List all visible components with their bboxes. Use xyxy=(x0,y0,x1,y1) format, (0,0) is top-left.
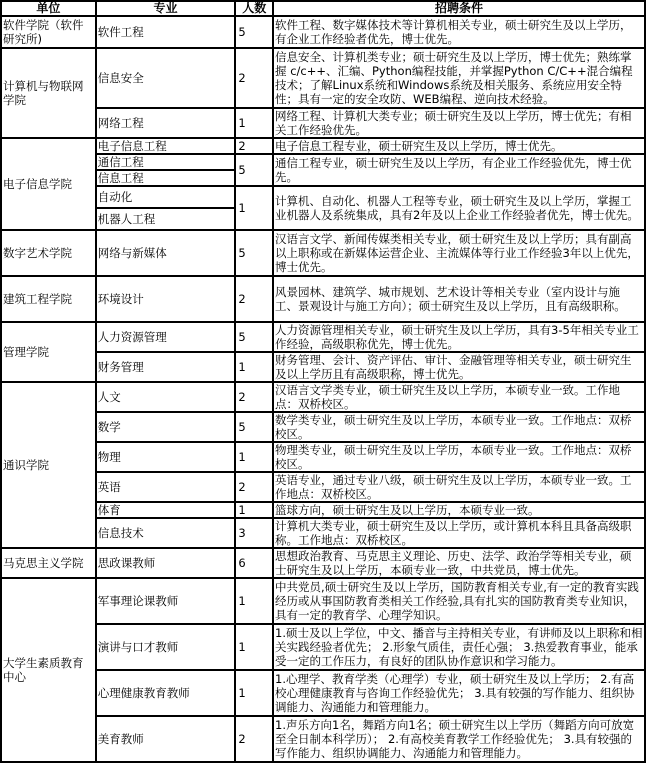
major-cell: 人力资源管理 xyxy=(96,322,236,352)
count-cell: 6 xyxy=(235,548,273,578)
count-cell: 2 xyxy=(235,472,273,502)
requirements-cell: 物理类专业，硕士研究生及以上学历，本硕专业一致。工作地点：双桥校区。 xyxy=(273,442,645,472)
table-row xyxy=(1,48,645,108)
major-cell: 电子信息工程 xyxy=(96,138,236,154)
count-cell: 2 xyxy=(235,276,273,322)
major-cell: 网络与新媒体 xyxy=(96,230,236,276)
header-requirements: 招聘条件 xyxy=(273,1,645,16)
requirements-cell: 1.心理学、教育学类（心理学）专业，硕士研究生及以上学历； 2.有高校心理健康教育与咨询工作经验优先； 3.具有较强的写作能力、组织协调能力、沟通能力和管理能力。 xyxy=(273,670,645,716)
count-cell: 1 xyxy=(235,578,273,624)
requirements-cell: 汉语言文学、新闻传媒类相关专业，硕士研究生及以上学历；具有副高以上职称或在新媒体运营企业、主流媒体等行业工作经验3年以上优先，博士优先。 xyxy=(273,230,645,276)
major-cell: 军事理论课教师 xyxy=(96,578,236,624)
count-cell: 2 xyxy=(235,48,273,108)
table-row xyxy=(1,624,645,670)
major-cell: 信息工程 xyxy=(96,170,236,186)
major-cell: 演讲与口才教师 xyxy=(96,624,236,670)
unit-cell: 电子信息学院 xyxy=(1,138,96,230)
major-cell: 自动化 xyxy=(96,186,236,208)
requirements-cell: 人力资源管理相关专业，硕士研究生及以上学历，具有3-5年相关专业工作经验，高级职称优先，博士优先。 xyxy=(273,322,645,352)
requirements-cell: 1.声乐方向1名，舞蹈方向1名；硕士研究生以上学历（舞蹈方向可放宽至全日制本科学历）； 2.有高校美育教学工作经验优先； 3.具有较强的写作能力、组织协调能力、沟通能力和管理能力。 xyxy=(273,716,645,762)
requirements-cell: 信息安全、计算机类专业；硕士研究生及以上学历，博士优先；熟练掌握 c/c++、汇编、Python编程技能，并掌握Python C/C++混合编程技术；了解Linux系统和Windows系统及相关服务、系统应用安全特性；具有一定的安全攻防、WEB编程、逆向技术经验。 xyxy=(273,48,645,108)
count-cell: 3 xyxy=(235,518,273,548)
major-cell: 通信工程 xyxy=(96,154,236,170)
table-row xyxy=(1,138,645,154)
count-cell: 1 xyxy=(235,352,273,382)
table-row xyxy=(1,442,645,472)
table-row xyxy=(1,352,645,382)
table-row xyxy=(1,186,645,208)
requirements-cell: 数学类专业，硕士研究生及以上学历，本硕专业一致。工作地点：双桥校区。 xyxy=(273,412,645,442)
unit-cell: 建筑工程学院 xyxy=(1,276,96,322)
requirements-cell: 电子信息工程专业，硕士研究生及以上学历，博士优先。 xyxy=(273,138,645,154)
major-cell: 环境设计 xyxy=(96,276,236,322)
requirements-cell: 汉语言文学类专业，硕士研究生及以上学历，本硕专业一致。工作地点：双桥校区。 xyxy=(273,382,645,412)
header-count: 人数 xyxy=(235,1,273,16)
count-cell: 1 xyxy=(235,670,273,716)
unit-cell: 计算机与物联网学院 xyxy=(1,48,96,138)
major-cell: 心理健康教育教师 xyxy=(96,670,236,716)
major-cell: 网络工程 xyxy=(96,108,236,138)
table-row xyxy=(1,716,645,762)
count-cell: 1 xyxy=(235,502,273,518)
requirements-cell: 中共党员,硕士研究生及以上学历，国防教育相关专业,有一定的教育实践经历或从事国防教育类相关工作经验,具有扎实的国防教育类专业知识，具有一定的教育学、心理学知识。 xyxy=(273,578,645,624)
table-row xyxy=(1,412,645,442)
unit-cell: 大学生素质教育中心 xyxy=(1,578,96,762)
count-cell: 5 xyxy=(235,154,273,186)
unit-cell: 软件学院（软件研究所) xyxy=(1,16,96,48)
requirements-cell: 思想政治教育、马克思主义理论、历史、法学、政治学等相关专业，硕士研究生及以上学历，本硕专业一致，中共党员，博士优先。 xyxy=(273,548,645,578)
major-cell: 人文 xyxy=(96,382,236,412)
major-cell: 思政课教师 xyxy=(96,548,236,578)
requirements-cell: 1.硕士及以上学位，中文、播音与主持相关专业，有讲师及以上职称和相关实践经验者优先； 2.形象气质佳，责任心强； 3.热爱教育事业，能承受一定的工作压力，有良好的团队协作意识和学习能力。 xyxy=(273,624,645,670)
requirements-cell: 计算机、自动化、机器人工程等专业，硕士研究生及以上学历，掌握工业机器人及系统集成，具有2年及以上企业工作经验者优先，博士优先。 xyxy=(273,186,645,230)
table-row xyxy=(1,578,645,624)
requirements-cell: 篮球方向，硕士研究生及以上学历，本硕专业一致。 xyxy=(273,502,645,518)
table-row xyxy=(1,322,645,352)
requirements-cell: 软件工程、数字媒体技术等计算机相关专业，硕士研究生及以上学历，有企业工作经验者优先，博士优先。 xyxy=(273,16,645,48)
table-row xyxy=(1,154,645,170)
requirements-cell: 财务管理、会计、资产评估、审计、金融管理等相关专业，硕士研究生及以上学历且有高级职称，博士优先。 xyxy=(273,352,645,382)
table-row xyxy=(1,382,645,412)
count-cell: 1 xyxy=(235,624,273,670)
count-cell: 5 xyxy=(235,230,273,276)
table-row xyxy=(1,670,645,716)
count-cell: 5 xyxy=(235,16,273,48)
requirements-cell: 网络工程、计算机大类专业；硕士研究生及以上学历，博士优先；有相关工作经验优先。 xyxy=(273,108,645,138)
major-cell: 财务管理 xyxy=(96,352,236,382)
table-row xyxy=(1,548,645,578)
count-cell: 2 xyxy=(235,716,273,762)
unit-cell: 管理学院 xyxy=(1,322,96,382)
count-cell: 5 xyxy=(235,322,273,352)
header-unit: 单位 xyxy=(1,1,96,16)
table-row xyxy=(1,108,645,138)
count-cell: 2 xyxy=(235,382,273,412)
unit-cell: 通识学院 xyxy=(1,382,96,548)
table-row xyxy=(1,276,645,322)
major-cell: 物理 xyxy=(96,442,236,472)
count-cell: 1 xyxy=(235,108,273,138)
major-cell: 机器人工程 xyxy=(96,208,236,230)
unit-cell: 数字艺术学院 xyxy=(1,230,96,276)
table-row xyxy=(1,472,645,502)
major-cell: 信息技术 xyxy=(96,518,236,548)
requirements-cell: 英语专业，通过专业八级，硕士研究生及以上学历，本硕专业一致。工作地点：双桥校区。 xyxy=(273,472,645,502)
major-cell: 英语 xyxy=(96,472,236,502)
major-cell: 信息安全 xyxy=(96,48,236,108)
table-row xyxy=(1,16,645,48)
count-cell: 5 xyxy=(235,412,273,442)
unit-cell: 马克思主义学院 xyxy=(1,548,96,578)
table-row xyxy=(1,230,645,276)
major-cell: 美育教师 xyxy=(96,716,236,762)
count-cell: 1 xyxy=(235,186,273,230)
major-cell: 体育 xyxy=(96,502,236,518)
count-cell: 1 xyxy=(235,442,273,472)
table-row xyxy=(1,518,645,548)
major-cell: 数学 xyxy=(96,412,236,442)
header-row xyxy=(1,1,645,16)
major-cell: 软件工程 xyxy=(96,16,236,48)
requirements-cell: 通信工程专业，硕士研究生及以上学历，有企业工作经验优先，博士优先。 xyxy=(273,154,645,186)
header-major: 专业 xyxy=(96,1,236,16)
requirements-cell: 风景园林、建筑学、城市规划、艺术设计等相关专业（室内设计与施工、景观设计与施工方向）；硕士研究生及以上学历，且有高级职称。 xyxy=(273,276,645,322)
requirements-cell: 计算机大类专业，硕士研究生及以上学历，或计算机本科且具备高级职称。工作地点：双桥校区。 xyxy=(273,518,645,548)
table-row xyxy=(1,502,645,518)
count-cell: 2 xyxy=(235,138,273,154)
